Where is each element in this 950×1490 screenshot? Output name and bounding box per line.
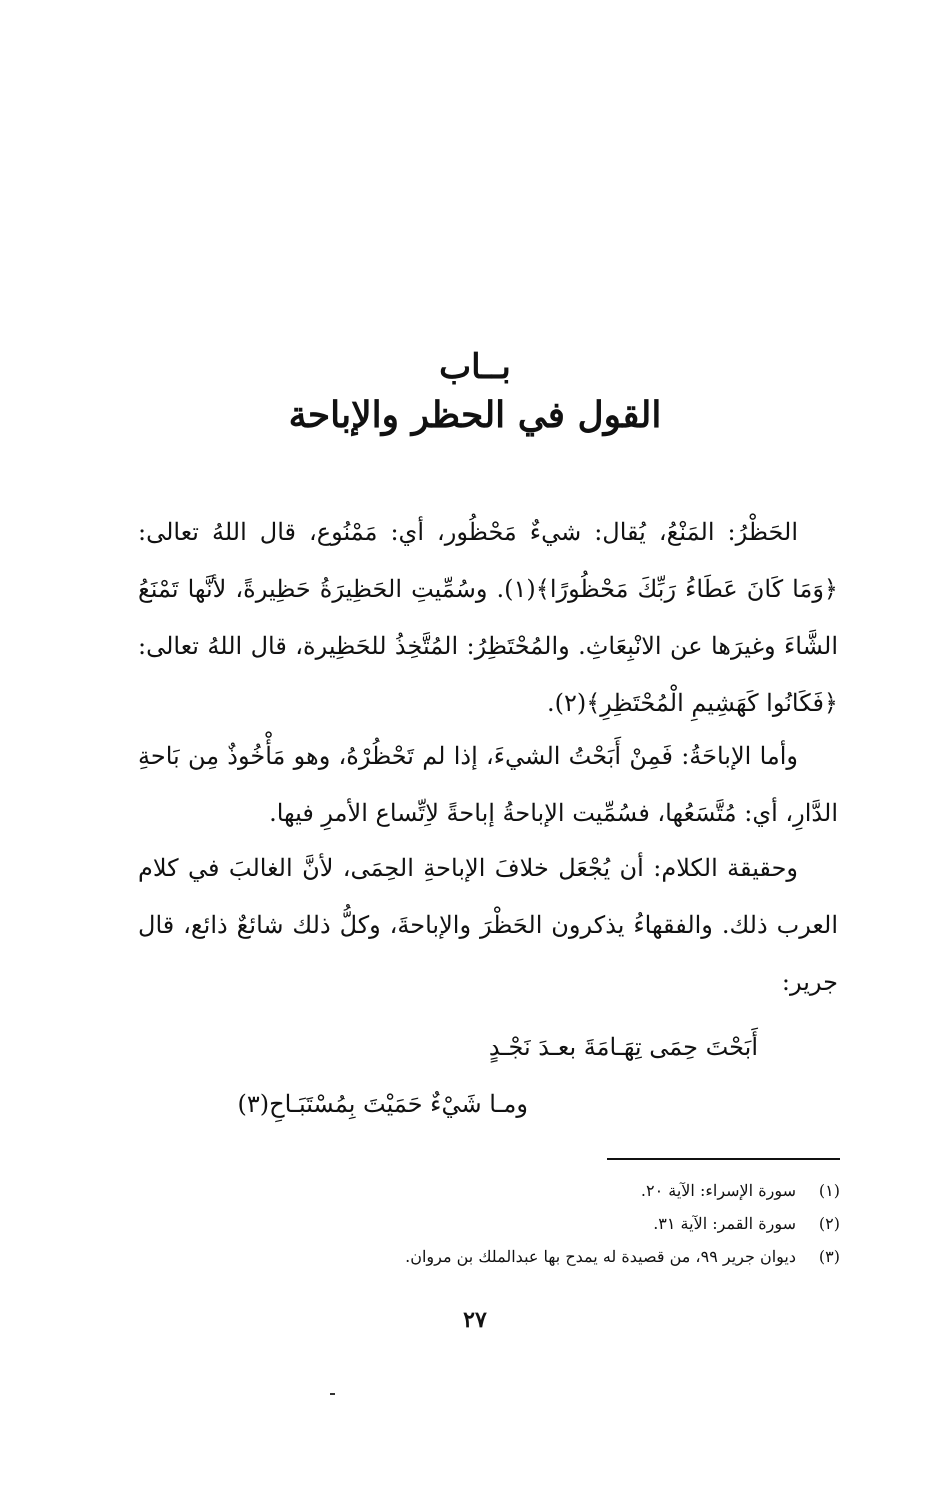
footnote-number: (٣): [818, 1247, 840, 1266]
paragraph-text: الحَظْرُ: المَنْعُ، يُقال: شيءٌ مَحْظُور، أي: مَمْنُوع، قال اللهُ تعالى: ﴿وَمَا كَانَ عَطَاءُ رَبِّكَ مَحْظُورًا﴾(١). وسُمِّيتِ الحَظِيرَةُ حَظِيرةً، لأنَّها تَمْنَعُ الشَّاءَ وغيرَها عن الانْبِعَاثِ. والمُحْتَظِرُ: المُتَّخِذُ للحَظِيرة، قال اللهُ تعالى: ﴿فَكَانُوا كَهَشِيمِ الْمُحْتَظِرِ﴾(٢).: [138, 518, 838, 717]
page-number: ٢٧: [463, 1307, 487, 1333]
footnote-number: (١): [818, 1181, 840, 1200]
paragraph-hazr-definition: [138, 504, 838, 732]
footnote-text: سورة القمر: الآية ٣١.: [653, 1214, 796, 1233]
footnotes: [200, 1174, 840, 1273]
verse-hemistich-1: أَبَحْتَ حِمَى تِهَـامَةَ بعـدَ نَجْـدٍ: [488, 1033, 758, 1061]
scan-speck: [330, 1393, 335, 1395]
verse-hemistich-2: ومـا شَيْءٌ حَمَيْتَ بِمُسْتَبَـاحِ(٣): [237, 1090, 528, 1118]
paragraph-text: وحقيقة الكلام: أن يُجْعَل خلافَ الإباحةِ الحِمَى، لأنَّ الغالبَ في كلام العرب ذلك. والفقهاءُ يذكرون الحَظْرَ والإباحةَ، وكلُّ ذلك شائعٌ ذائع، قال جرير:: [138, 854, 838, 996]
footnote-divider: [607, 1158, 840, 1160]
paragraph-usage: [138, 840, 838, 1011]
footnote-2: [200, 1207, 840, 1240]
chapter-label: بــاب: [439, 347, 511, 387]
paragraph-text: وأما الإباحَةُ: فَمِنْ أَبَحْتُ الشيءَ، إذا لم تَحْظُرْهُ، وهو مَأْخُوذٌ مِن بَاحةِ الدَّارِ، أي: مُتَّسَعُها، فسُمِّيت الإباحةُ إباحةً لاِتِّساع الأمرِ فيها.: [138, 742, 838, 827]
footnote-number: (٢): [818, 1214, 840, 1233]
footnote-text: سورة الإسراء: الآية ٢٠.: [640, 1181, 796, 1200]
paragraph-ibaha-definition: [138, 728, 838, 842]
footnote-1: [200, 1174, 840, 1207]
chapter-title: القول في الحظر والإباحة: [288, 394, 662, 436]
footnote-3: [200, 1240, 840, 1273]
footnote-text: ديوان جرير ٩٩، من قصيدة له يمدح بها عبدالملك بن مروان.: [405, 1247, 796, 1266]
